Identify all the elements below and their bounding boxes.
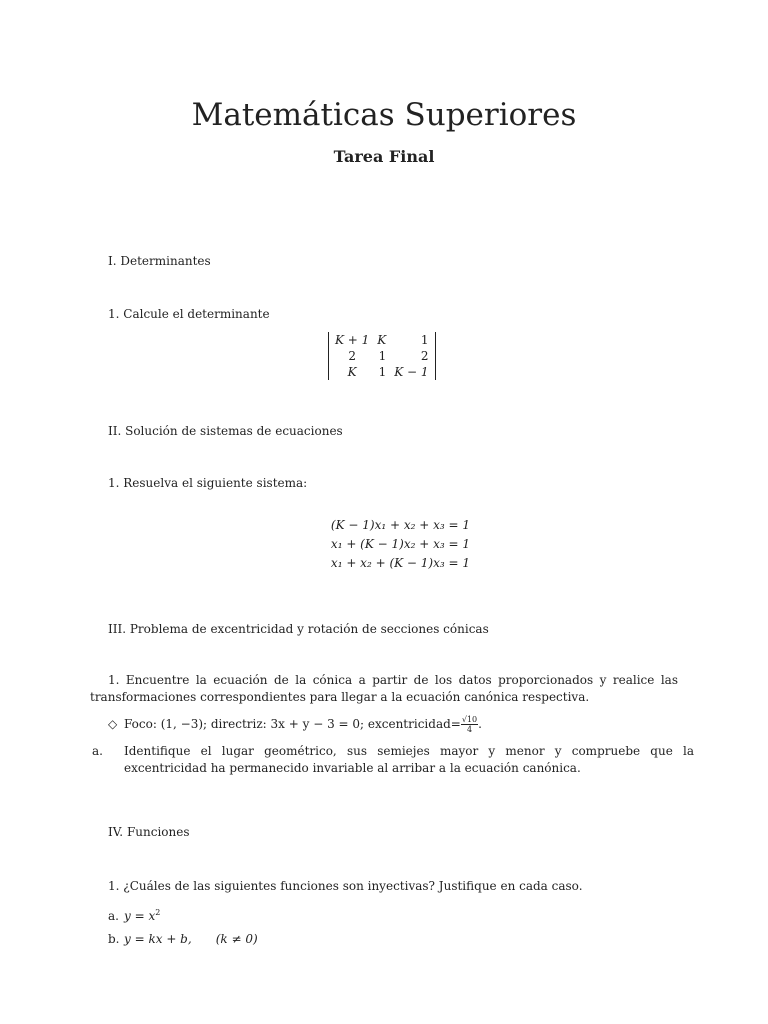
eccentricity-period: . — [478, 717, 482, 731]
document-title: Matemáticas Superiores — [191, 97, 577, 133]
item-marker: a. — [92, 744, 103, 758]
matrix-cell: 2 — [348, 349, 356, 363]
problem-1-conic: 1. Encuentre la ecuación de la cónica a partir de los datos proporcionados y realice las transformaciones correspondientes para llegar a la ecuación canónica respectiva. — [90, 673, 678, 704]
section-heading-sistemas: II. Solución de sistemas de ecuaciones — [108, 424, 343, 438]
matrix-cell: 1 — [420, 333, 429, 347]
section-heading-conicas: III. Problema de excentricidad y rotación de secciones cónicas — [108, 622, 489, 636]
equation-line: x₁ + x₂ + (K − 1)x₃ = 1 — [330, 556, 470, 570]
matrix-cell: 2 — [420, 349, 429, 363]
matrix-cell: K + 1 — [335, 333, 370, 347]
item-marker: b. — [108, 932, 120, 946]
item-marker: a. — [108, 909, 119, 923]
equation-line: (K − 1)x₁ + x₂ + x₃ = 1 — [330, 518, 470, 532]
conic-data-text: Foco: (1, −3); directriz: 3x + y − 3 = 0; excentricidad= — [124, 717, 461, 731]
determinant-matrix — [328, 332, 436, 380]
matrix-cell: 1 — [378, 349, 387, 363]
conic-item-a — [92, 743, 694, 777]
eccentricity-numerator: √10 — [461, 715, 478, 724]
section-heading-determinantes: I. Determinantes — [108, 254, 211, 268]
function-a-expression: y = x — [124, 909, 156, 923]
equation-line: x₁ + (K − 1)x₂ + x₃ = 1 — [330, 537, 470, 551]
matrix-cell: K — [347, 365, 357, 379]
function-a-exponent: 2 — [155, 908, 161, 917]
section-heading-funciones: IV. Funciones — [108, 825, 190, 839]
diamond-bullet-icon: ◇ — [108, 717, 118, 731]
conic-item-a-text: Identifique el lugar geométrico, sus semiejes mayor y menor y compruebe que la excentricidad ha permanecido invariable al arribar a la ecuación canónica. — [124, 744, 694, 775]
function-item-a — [108, 904, 678, 925]
conic-data-bullet — [108, 715, 678, 734]
function-item-b — [108, 931, 678, 948]
document-subtitle: Tarea Final — [333, 147, 435, 166]
equation-system — [300, 516, 470, 573]
problem-1-system: 1. Resuelva el siguiente sistema: — [108, 476, 308, 490]
problem-1-functions: 1. ¿Cuáles de las siguientes funciones son inyectivas? Justifique en cada caso. — [108, 879, 583, 893]
matrix-cell: K — [377, 333, 387, 347]
problem-1-determinant: 1. Calcule el determinante — [108, 307, 270, 321]
matrix-cell: 1 — [378, 365, 387, 379]
eccentricity-fraction — [461, 715, 478, 734]
matrix-cell: K − 1 — [394, 365, 429, 379]
function-b-condition: (k ≠ 0) — [215, 932, 258, 946]
eccentricity-denominator: 4 — [466, 725, 473, 734]
function-b-expression: y = kx + b, — [124, 932, 192, 946]
